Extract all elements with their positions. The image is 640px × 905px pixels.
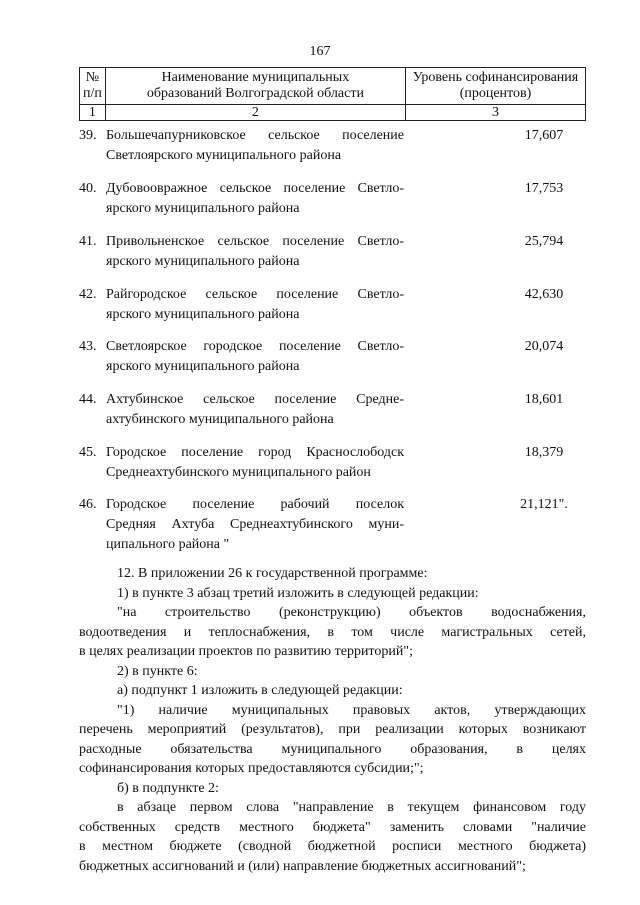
row-number: 39. xyxy=(79,128,97,143)
paragraph-line: 1) в пункте 3 абзац третий изложить в следующей редакции: xyxy=(117,585,479,601)
table-row xyxy=(79,495,586,555)
row-name-line: Светлоярское городское поселение Светло- xyxy=(106,339,404,354)
row-name xyxy=(106,443,404,483)
row-name-line: ярского муниципального района xyxy=(106,254,300,269)
paragraph-line: перечень мероприятий (результатов), при реализации которых возникают xyxy=(79,722,586,737)
row-name xyxy=(106,337,404,377)
row-name-line: Городское поселение город Краснослободск xyxy=(106,445,404,460)
row-number: 40. xyxy=(79,181,97,196)
row-value: 25,794 xyxy=(524,234,564,249)
row-name-line: ципального района " xyxy=(106,537,230,552)
document-body xyxy=(79,564,586,876)
header-num-3: 3 xyxy=(405,105,585,121)
row-name-line: Среднеахтубинского муниципального район xyxy=(106,465,371,480)
row-name-line: Ахтубинское сельское поселение Средне- xyxy=(106,392,404,407)
table-row xyxy=(79,390,586,430)
paragraph-line: водоотведения и теплоснабжения, в том числе магистральных сетей, xyxy=(79,624,586,640)
paragraph-line: б) в подпункте 2: xyxy=(117,780,219,796)
header-num-2: 2 xyxy=(105,105,405,121)
header-col-number-line1: № xyxy=(85,70,100,85)
header-col-number xyxy=(80,68,106,105)
row-number: 43. xyxy=(79,339,97,354)
row-value: 42,630 xyxy=(524,287,564,302)
header-col-name-line1: Наименование муниципальных xyxy=(161,70,350,85)
row-number: 44. xyxy=(79,392,97,407)
row-name xyxy=(106,390,404,430)
table-row xyxy=(79,179,586,219)
row-name-line: ярского муниципального района xyxy=(106,359,300,374)
row-name-line: Дубовоовражное сельское поселение Светло- xyxy=(106,181,404,196)
paragraph-line: в целях реализации проектов по развитию территорий"; xyxy=(79,644,413,659)
header-num-1: 1 xyxy=(80,105,106,121)
table-header xyxy=(79,67,586,121)
paragraph-line: собственных средств местного бюджета" заменить словами "наличие xyxy=(79,819,586,835)
row-number: 42. xyxy=(79,287,97,302)
table-row xyxy=(79,126,586,166)
row-name-line: Средняя Ахтуба Среднеахтубинского муни- xyxy=(106,517,404,532)
row-number: 41. xyxy=(79,234,97,249)
row-name-line: ярского муниципального района xyxy=(106,201,300,216)
row-name-line: Привольненское сельское поселение Светло- xyxy=(106,234,404,249)
row-name xyxy=(106,232,404,272)
row-value: 21,121". xyxy=(520,497,568,512)
row-value: 20,074 xyxy=(524,339,564,354)
row-name-line: Райгородское сельское поселение Светло- xyxy=(106,287,404,302)
header-col-name-line2: образований Волгоградской области xyxy=(146,86,364,101)
paragraph-line: бюджетных ассигнований и (или) направление бюджетных ассигнований"; xyxy=(79,858,526,874)
paragraph-line: 2) в пункте 6: xyxy=(117,663,198,679)
row-value: 18,379 xyxy=(524,445,564,460)
row-name xyxy=(106,126,404,166)
row-name-line: Городское поселение рабочий поселок xyxy=(106,497,404,512)
header-col-name xyxy=(105,68,405,105)
row-name xyxy=(106,179,404,219)
row-number: 46. xyxy=(79,497,97,512)
paragraph-line: "1) наличие муниципальных правовых актов, утверждающих xyxy=(117,702,586,718)
table-row xyxy=(79,443,586,483)
row-value: 17,753 xyxy=(524,181,564,196)
header-col-number-line2: п/п xyxy=(82,86,102,101)
table-row xyxy=(79,337,586,377)
header-col-level-line2: (процентов) xyxy=(459,86,532,101)
paragraph-line: "на строительство (реконструкцию) объектов водоснабжения, xyxy=(117,605,586,620)
table-row xyxy=(79,232,586,272)
paragraph-line: расходные обязательства муниципального образования, в целях xyxy=(79,741,586,757)
page-number: 167 xyxy=(309,44,331,59)
header-col-level xyxy=(405,68,585,105)
row-name-line: ахтубинского муниципального района xyxy=(106,412,334,427)
row-name-line: Светлоярского муниципального района xyxy=(106,148,342,163)
row-name-line: Большечапурниковское сельское поселение xyxy=(106,128,404,143)
paragraph-line: софинансирования которых предоставляются субсидии;"; xyxy=(79,761,424,776)
row-name xyxy=(106,495,404,555)
paragraph-line: в абзаце первом слова "направление в текущем финансовом году xyxy=(117,800,586,815)
paragraph-line: а) подпункт 1 изложить в следующей редакции: xyxy=(117,683,403,698)
row-value: 17,607 xyxy=(524,128,564,143)
paragraph-line: 12. В приложении 26 к государственной программе: xyxy=(117,566,428,581)
header-col-level-line1: Уровень софинансирования xyxy=(412,70,579,85)
row-number: 45. xyxy=(79,445,97,460)
row-value: 18,601 xyxy=(524,392,564,407)
table-row xyxy=(79,285,586,325)
paragraph-line: в местном бюджете (сводной бюджетной росписи местного бюджета) xyxy=(79,839,586,854)
row-name xyxy=(106,285,404,325)
row-name-line: ярского муниципального района xyxy=(106,307,300,322)
